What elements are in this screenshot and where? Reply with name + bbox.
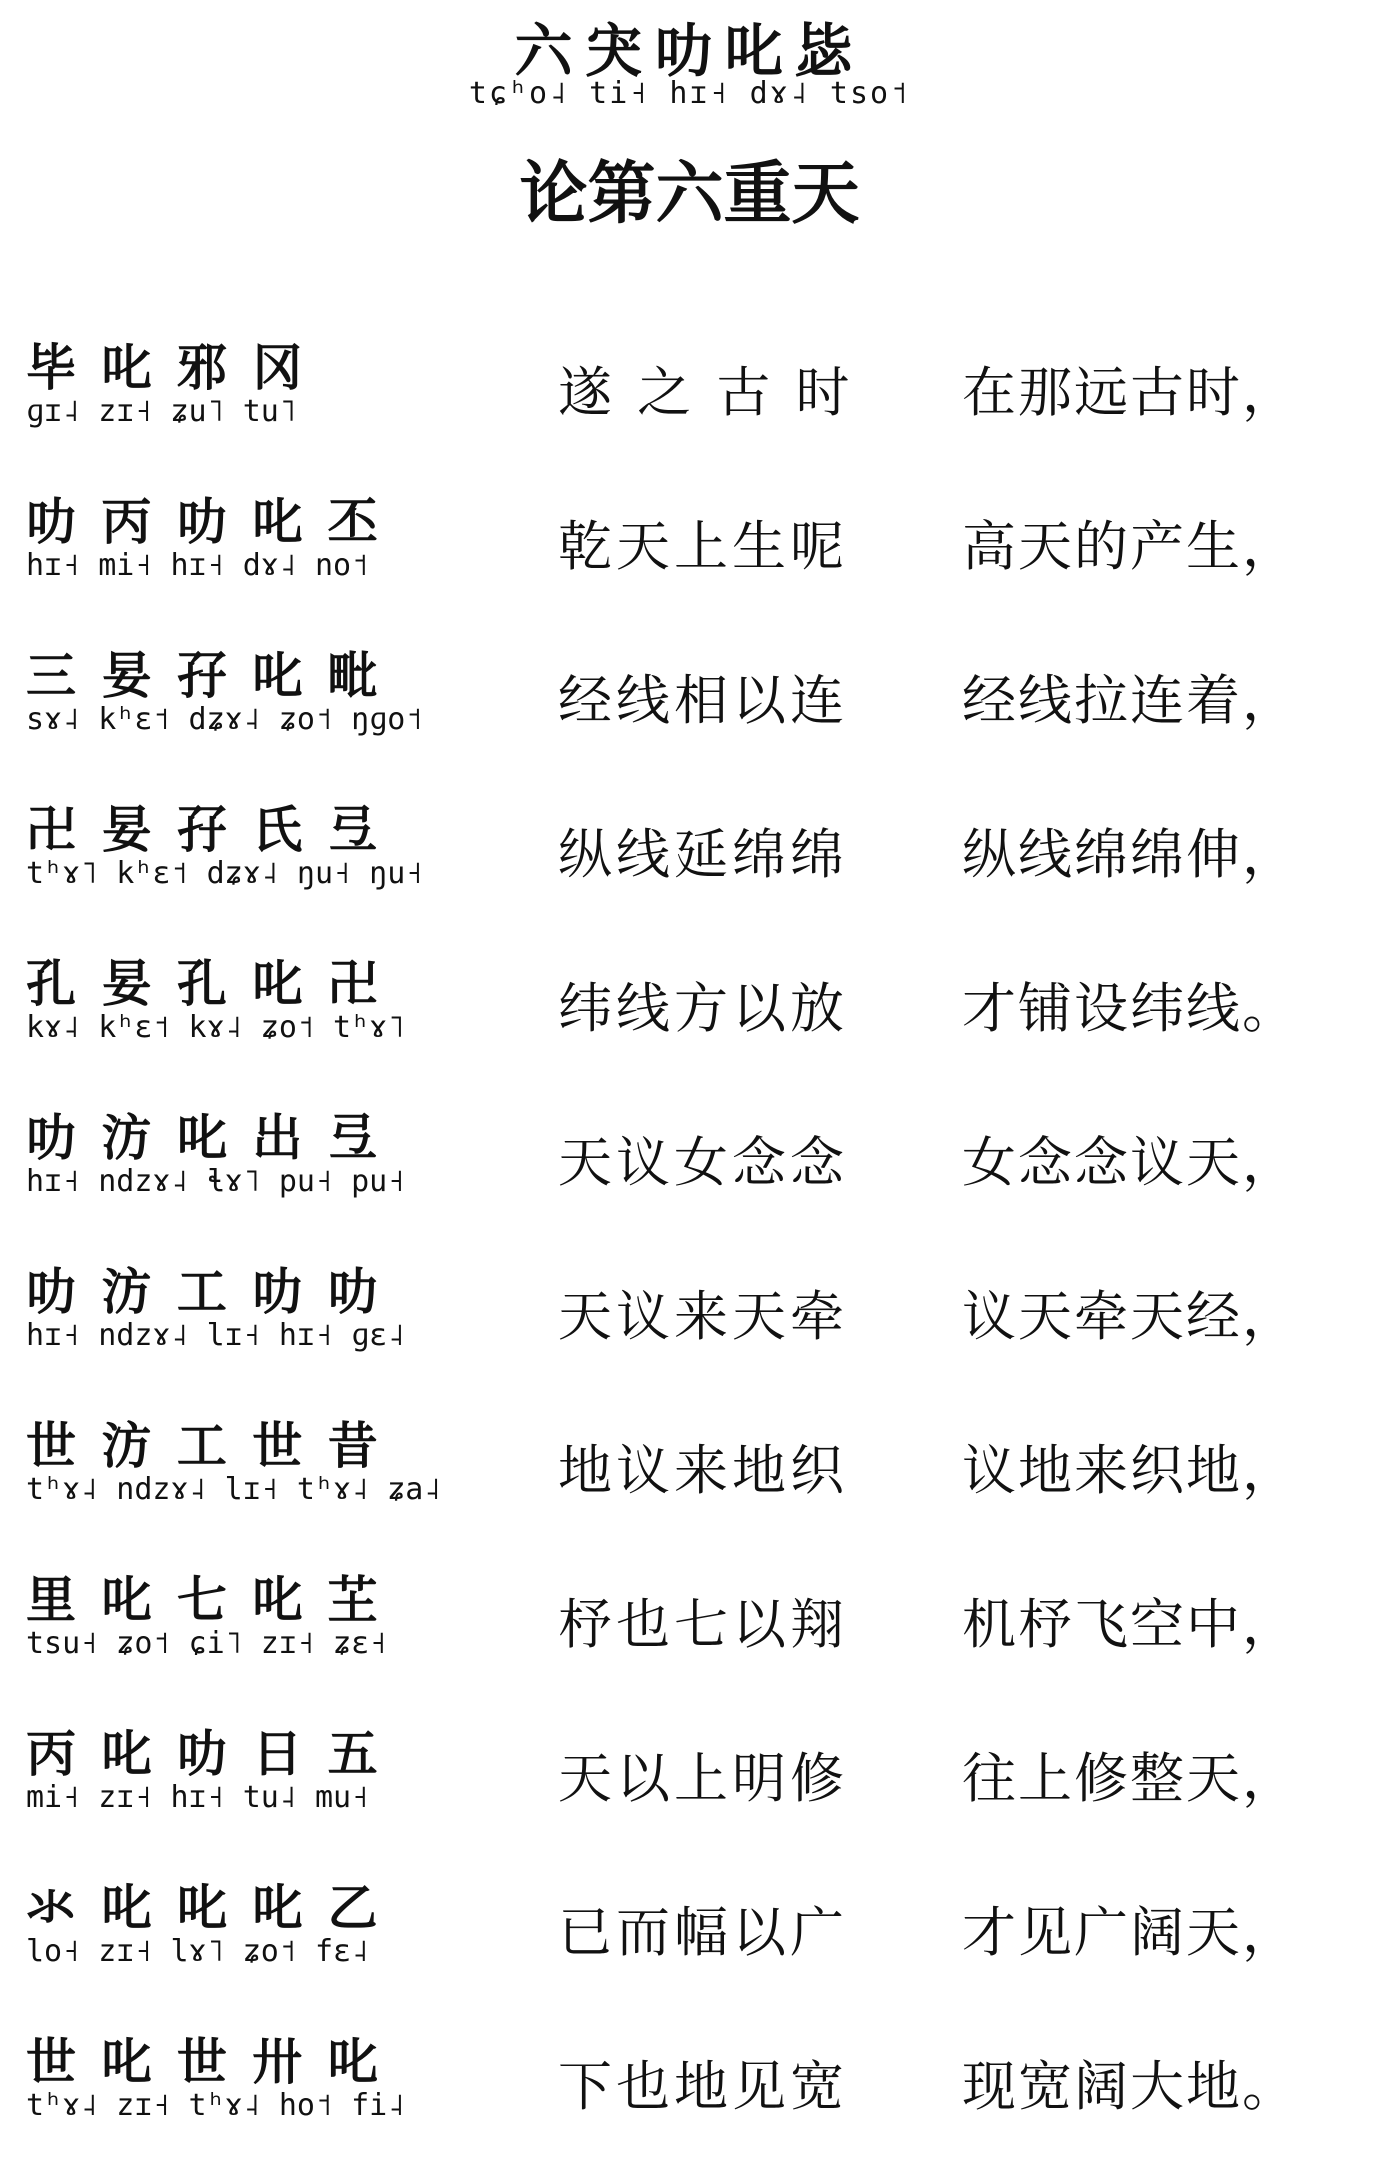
yi-script-line: 孔 妟 孔 叱 卍 — [26, 954, 382, 1008]
yi-script-line: 三 妟 孖 叱 毗 — [26, 646, 382, 700]
modern-translation: 现宽阔大地。 — [962, 2055, 1298, 2118]
yi-romanization: tsu˧ ʑo˦ ɕi˥ zɪ˧ ʑɛ˧ — [26, 1626, 388, 1661]
verse-row — [0, 1860, 1379, 2012]
yi-script-line: 里 叱 七 叱 芏 — [26, 1570, 382, 1624]
classical-translation: 杼也七以翔 — [558, 1593, 848, 1656]
verse-row — [0, 1398, 1379, 1550]
classical-translation: 纵线延绵绵 — [558, 823, 848, 886]
modern-translation: 高天的产生， — [962, 515, 1298, 578]
yi-romanization: kɤ˨ kʰɛ˦ kɤ˨ ʑo˦ tʰɤ˥ — [26, 1010, 406, 1045]
modern-translation: 纵线绵绵伸， — [962, 823, 1298, 886]
yi-romanization: hɪ˧ mi˧ hɪ˧ dɤ˨ no˦ — [26, 548, 370, 583]
classical-translation: 地议来地织 — [558, 1439, 848, 1502]
verse-row — [0, 320, 1379, 472]
classical-translation: 纬线方以放 — [558, 977, 848, 1040]
classical-translation: 经线相以连 — [558, 669, 848, 732]
classical-translation: 天议女念念 — [558, 1131, 848, 1194]
yi-romanization: hɪ˧ ndzɤ˨ lɪ˧ hɪ˧ ɡɛ˨ — [26, 1318, 406, 1353]
yi-script-line: 卍 妟 孖 氏 弖 — [26, 800, 382, 854]
yi-script-line: 叻 汸 叱 出 弖 — [26, 1108, 382, 1162]
verse-row — [0, 1244, 1379, 1396]
classical-translation: 天议来天牵 — [558, 1285, 848, 1348]
verse-row — [0, 628, 1379, 780]
modern-translation: 议地来织地， — [962, 1439, 1298, 1502]
classical-translation: 遂 之 古 时 — [558, 361, 854, 424]
yi-romanization: tʰɤ˨ zɪ˧ tʰɤ˨ ho˦ fi˨ — [26, 2088, 406, 2123]
yi-romanization: mi˧ zɪ˧ hɪ˧ tu˨ mu˧ — [26, 1780, 370, 1815]
yi-script-line: 叻 汸 工 叻 叻 — [26, 1262, 382, 1316]
yi-script-line: 世 汸 工 世 昔 — [26, 1416, 382, 1470]
modern-translation: 在那远古时， — [962, 361, 1298, 424]
verse-row — [0, 474, 1379, 626]
verse-row — [0, 1552, 1379, 1704]
yi-script-line: 丙 叱 叻 日 五 — [26, 1724, 382, 1778]
yi-script-line: 氺 叱 叱 叱 乙 — [26, 1878, 382, 1932]
yi-script-line: 毕 叱 邪 冈 — [26, 338, 307, 392]
modern-translation: 经线拉连着， — [962, 669, 1298, 732]
classical-translation: 下也地见宽 — [558, 2055, 848, 2118]
verse-row — [0, 1706, 1379, 1858]
modern-translation: 才见广阔天， — [962, 1901, 1298, 1964]
chinese-title: 论第六重天 — [519, 154, 860, 234]
yi-script-line: 世 叱 世 卅 叱 — [26, 2032, 382, 2086]
verse-row — [0, 1090, 1379, 1242]
yi-romanization: hɪ˧ ndzɤ˨ ɬɤ˥ pu˧ pu˧ — [26, 1164, 406, 1199]
yi-romanization: ɡɪ˨ zɪ˧ ʑu˥ tu˥ — [26, 394, 297, 429]
romanized-title: tɕʰo˨ ti˧ hɪ˧ dɤ˨ tso˦ — [468, 76, 911, 111]
modern-translation: 往上修整天， — [962, 1747, 1298, 1810]
yi-romanization: tʰɤ˨ ndzɤ˨ lɪ˧ tʰɤ˨ ʑa˨ — [26, 1472, 442, 1507]
yi-romanization: sɤ˨ kʰɛ˦ dʑɤ˨ ʑo˦ ŋɡo˦ — [26, 702, 424, 737]
classical-translation: 已而幅以广 — [558, 1901, 848, 1964]
modern-translation: 议天牵天经， — [962, 1285, 1298, 1348]
verse-row — [0, 782, 1379, 934]
yi-script-line: 叻 丙 叻 叱 丕 — [26, 492, 382, 546]
yi-romanization: tʰɤ˥ kʰɛ˦ dʑɤ˨ ŋu˧ ŋu˧ — [26, 856, 424, 891]
modern-translation: 女念念议天， — [962, 1131, 1298, 1194]
script-title: 六宊叻叱毖 — [514, 17, 865, 85]
yi-romanization: lo˧ zɪ˧ lɤ˥ ʑo˦ fɛ˨ — [26, 1934, 370, 1969]
verse-row — [0, 936, 1379, 1088]
verse-row — [0, 2014, 1379, 2166]
classical-translation: 乾天上生呢 — [558, 515, 848, 578]
modern-translation: 机杼飞空中， — [962, 1593, 1298, 1656]
classical-translation: 天以上明修 — [558, 1747, 848, 1810]
modern-translation: 才铺设纬线。 — [962, 977, 1298, 1040]
